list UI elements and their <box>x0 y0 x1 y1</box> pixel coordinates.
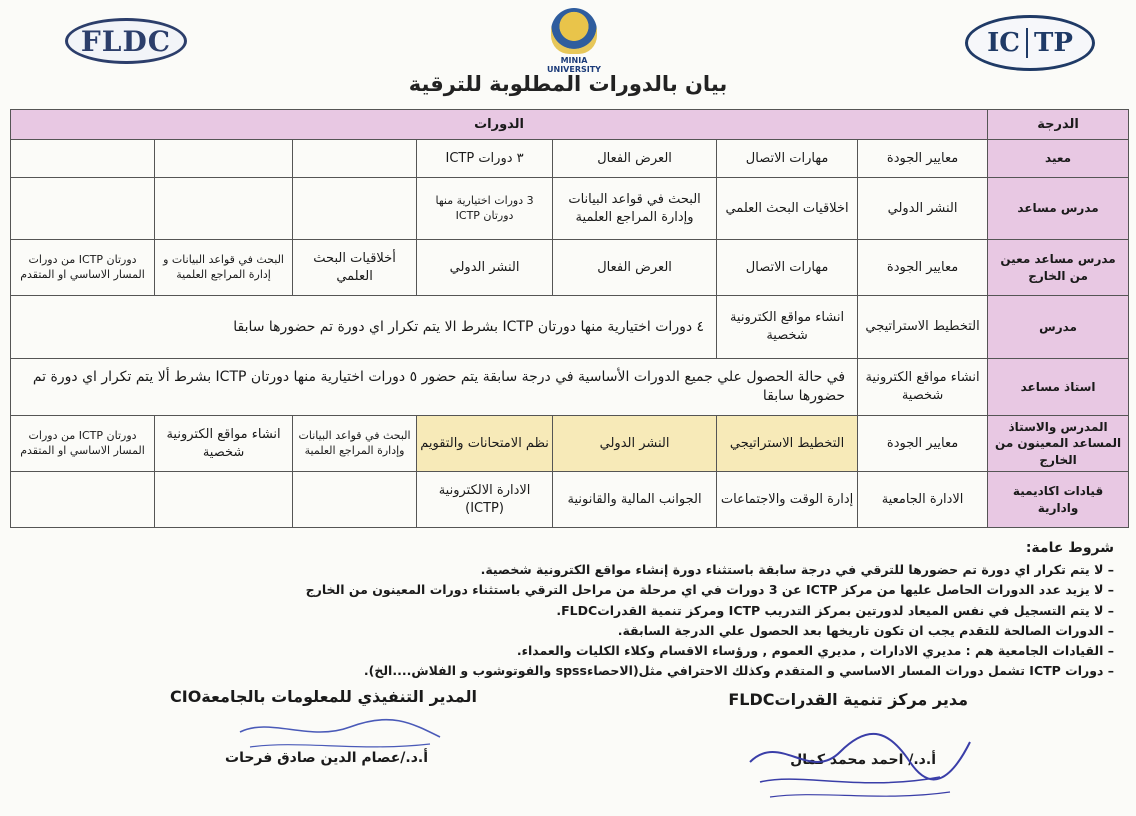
course-cell <box>155 140 293 178</box>
table-row <box>11 472 1129 528</box>
level-cell: مدرس مساعد معين من الخارج <box>988 240 1129 296</box>
course-cell: النشر الدولي <box>553 416 717 472</box>
course-cell <box>155 178 293 240</box>
course-cell <box>155 472 293 528</box>
course-cell <box>293 178 417 240</box>
level-cell: استاذ مساعد <box>988 359 1129 416</box>
table-row <box>11 359 1129 416</box>
conditions-title: شروط عامة: <box>1025 540 1114 556</box>
course-cell: 3 دورات اختيارية منها دورتان ICTP <box>417 178 553 240</box>
course-cell: مهارات الاتصال <box>717 240 858 296</box>
condition-item: – الدورات الصالحة للتقدم يجب ان تكون تاريخها بعد الحصول علي الدرجة السابقة. <box>44 621 1114 641</box>
condition-item: – دورات ICTP تشمل دورات المسار الاساسي و المتقدم وكذلك الاحترافي مثل(الاحصاءspss والفوتوشوب و الفلاش....الخ). <box>44 661 1114 681</box>
condition-item: – القيادات الجامعية هم : مديري الادارات , مديري العموم , ورؤساء الاقسام وكلاء الكليات والعمداء. <box>44 641 1114 661</box>
course-cell: معايير الجودة <box>858 240 988 296</box>
course-cell-wide: في حالة الحصول علي جميع الدورات الأساسية في درجة سابقة يتم حضور ٥ دورات اختيارية منها دورتان ICTP بشرط ألا يتم تكرار اي دورة تم حضورها سابقا <box>11 359 858 416</box>
course-cell: نظم الامتحانات والتقويم <box>417 416 553 472</box>
course-cell: البحث في قواعد البيانات وإدارة المراجع العلمية <box>553 178 717 240</box>
course-cell: انشاء مواقع الكترونية شخصية <box>717 296 858 359</box>
course-cell <box>293 140 417 178</box>
course-cell: دورتان ICTP من دورات المسار الاساسي او المتقدم <box>11 416 155 472</box>
signature-right-title: مدير مركز تنمية القدراتFLDC <box>728 690 968 709</box>
course-cell: النشر الدولي <box>858 178 988 240</box>
minia-university-logo <box>538 8 610 74</box>
table-row <box>11 296 1129 359</box>
condition-item: – لا يتم التسجيل في نفس الميعاد لدورتين بمركز التدريب ICTP ومركز تنمية القدراتFLDC. <box>44 601 1114 621</box>
header-courses: الدورات <box>11 110 988 140</box>
table-row <box>11 240 1129 296</box>
course-cell: انشاء مواقع الكترونية شخصية <box>155 416 293 472</box>
table-row <box>11 178 1129 240</box>
course-cell: البحث في قواعد البيانات و إدارة المراجع العلمية <box>155 240 293 296</box>
course-cell <box>293 472 417 528</box>
course-cell: الادارة الالكترونية (ICTP) <box>417 472 553 528</box>
level-cell: قيادات اكاديمية وادارية <box>988 472 1129 528</box>
course-cell: اخلاقيات البحث العلمي <box>717 178 858 240</box>
course-cell: التخطيط الاستراتيجي <box>717 416 858 472</box>
signature-left-name: أ.د./عصام الدين صادق فرحات <box>225 750 429 766</box>
course-cell: التخطيط الاستراتيجي <box>858 296 988 359</box>
level-cell: مدرس مساعد <box>988 178 1129 240</box>
handwritten-signature-right <box>740 722 980 804</box>
course-cell: معايير الجودة <box>858 416 988 472</box>
fldc-logo <box>65 18 187 64</box>
level-cell: مدرس <box>988 296 1129 359</box>
header-level: الدرجة <box>988 110 1129 140</box>
course-cell <box>11 140 155 178</box>
courses-table <box>10 109 1129 528</box>
course-cell: الادارة الجامعية <box>858 472 988 528</box>
course-cell: معايير الجودة <box>858 140 988 178</box>
conditions-list <box>44 560 1114 682</box>
page-title: بيان بالدورات المطلوبة للترقية <box>408 72 728 96</box>
condition-item: – لا يتم تكرار اي دورة تم حضورها للترقي في درجة سابقة باستثناء دورة إنشاء مواقع الكترونية شخصية. <box>44 560 1114 580</box>
course-cell: دورتان ICTP من دورات المسار الاساسي او المتقدم <box>11 240 155 296</box>
table-row <box>11 140 1129 178</box>
course-cell: النشر الدولي <box>417 240 553 296</box>
signature-left-title: المدير التنفيذي للمعلومات بالجامعةCIO <box>170 687 477 706</box>
ictp-logo-text-a: IC <box>987 28 1020 58</box>
minia-crest-icon <box>551 8 597 54</box>
condition-item: – لا يزيد عدد الدورات الحاصل عليها من مركز ICTP عن 3 دورات في اي مرحلة من مراحل الترقي باستثناء دورات المعينون من الخارج <box>44 580 1114 600</box>
course-cell <box>11 178 155 240</box>
course-cell: ٣ دورات ICTP <box>417 140 553 178</box>
ictp-logo-text-b: TP <box>1033 28 1073 58</box>
handwritten-signature-left <box>230 712 450 757</box>
level-cell: معيد <box>988 140 1129 178</box>
course-cell: العرض الفعال <box>553 240 717 296</box>
course-cell: البحث في قواعد البيانات وإدارة المراجع العلمية <box>293 416 417 472</box>
course-cell: الجوانب المالية والقانونية <box>553 472 717 528</box>
course-cell: أخلاقيات البحث العلمي <box>293 240 417 296</box>
course-cell: انشاء مواقع الكترونية شخصية <box>858 359 988 416</box>
course-cell-wide: ٤ دورات اختيارية منها دورتان ICTP بشرط الا يتم تكرار اي دورة تم حضورها سابقا <box>11 296 717 359</box>
table-row <box>11 416 1129 472</box>
minia-caption: MINIA UNIVERSITY <box>547 56 601 74</box>
fldc-logo-text: FLDC <box>80 24 172 58</box>
course-cell: العرض الفعال <box>553 140 717 178</box>
course-cell: إدارة الوقت والاجتماعات <box>717 472 858 528</box>
level-cell: المدرس والاستاذ المساعد المعينون من الخارج <box>988 416 1129 472</box>
course-cell: مهارات الاتصال <box>717 140 858 178</box>
table-header-row <box>11 110 1129 140</box>
course-cell <box>11 472 155 528</box>
ictp-logo <box>965 15 1095 71</box>
signature-right-name: أ.د./ احمد محمد كمال <box>790 752 936 768</box>
ictp-logo-separator <box>1026 28 1028 58</box>
